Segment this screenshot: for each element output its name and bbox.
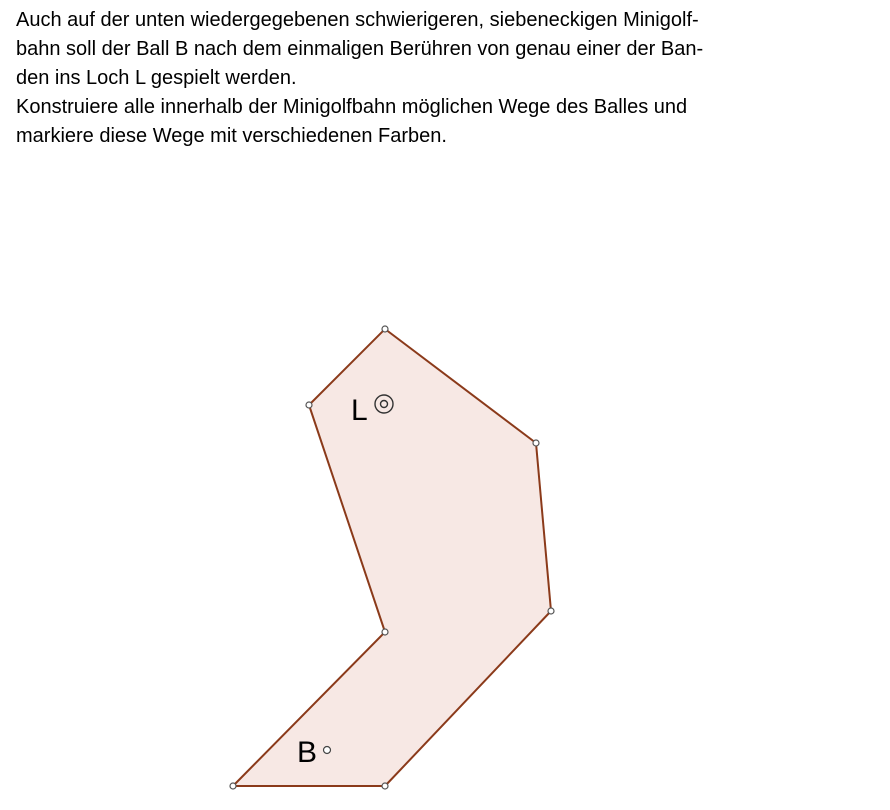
vertex-point (230, 783, 236, 789)
vertex-point (548, 608, 554, 614)
vertex-point (382, 326, 388, 332)
task-line-3: den ins Loch L gespielt werden. (16, 67, 297, 89)
task-line-4: Konstruiere alle innerhalb der Minigolfbahn möglichen Wege des Balles und (16, 96, 688, 118)
ball-marker (324, 747, 331, 754)
minigolf-course-polygon (233, 329, 551, 786)
hole-label: L (351, 394, 368, 427)
vertex-point (382, 629, 388, 635)
task-line-2: bahn soll der Ball B nach dem einmaligen Berühren von genau einer der Ban- (16, 38, 704, 60)
vertex-point (533, 440, 539, 446)
ball-label: B (297, 736, 318, 769)
vertex-point (382, 783, 388, 789)
task-line-5: markiere diese Wege mit verschiedenen Farben. (16, 125, 447, 147)
vertex-point (306, 402, 312, 408)
task-line-1: Auch auf der unten wiedergegebenen schwierigeren, siebeneckigen Minigolf- (16, 9, 699, 31)
